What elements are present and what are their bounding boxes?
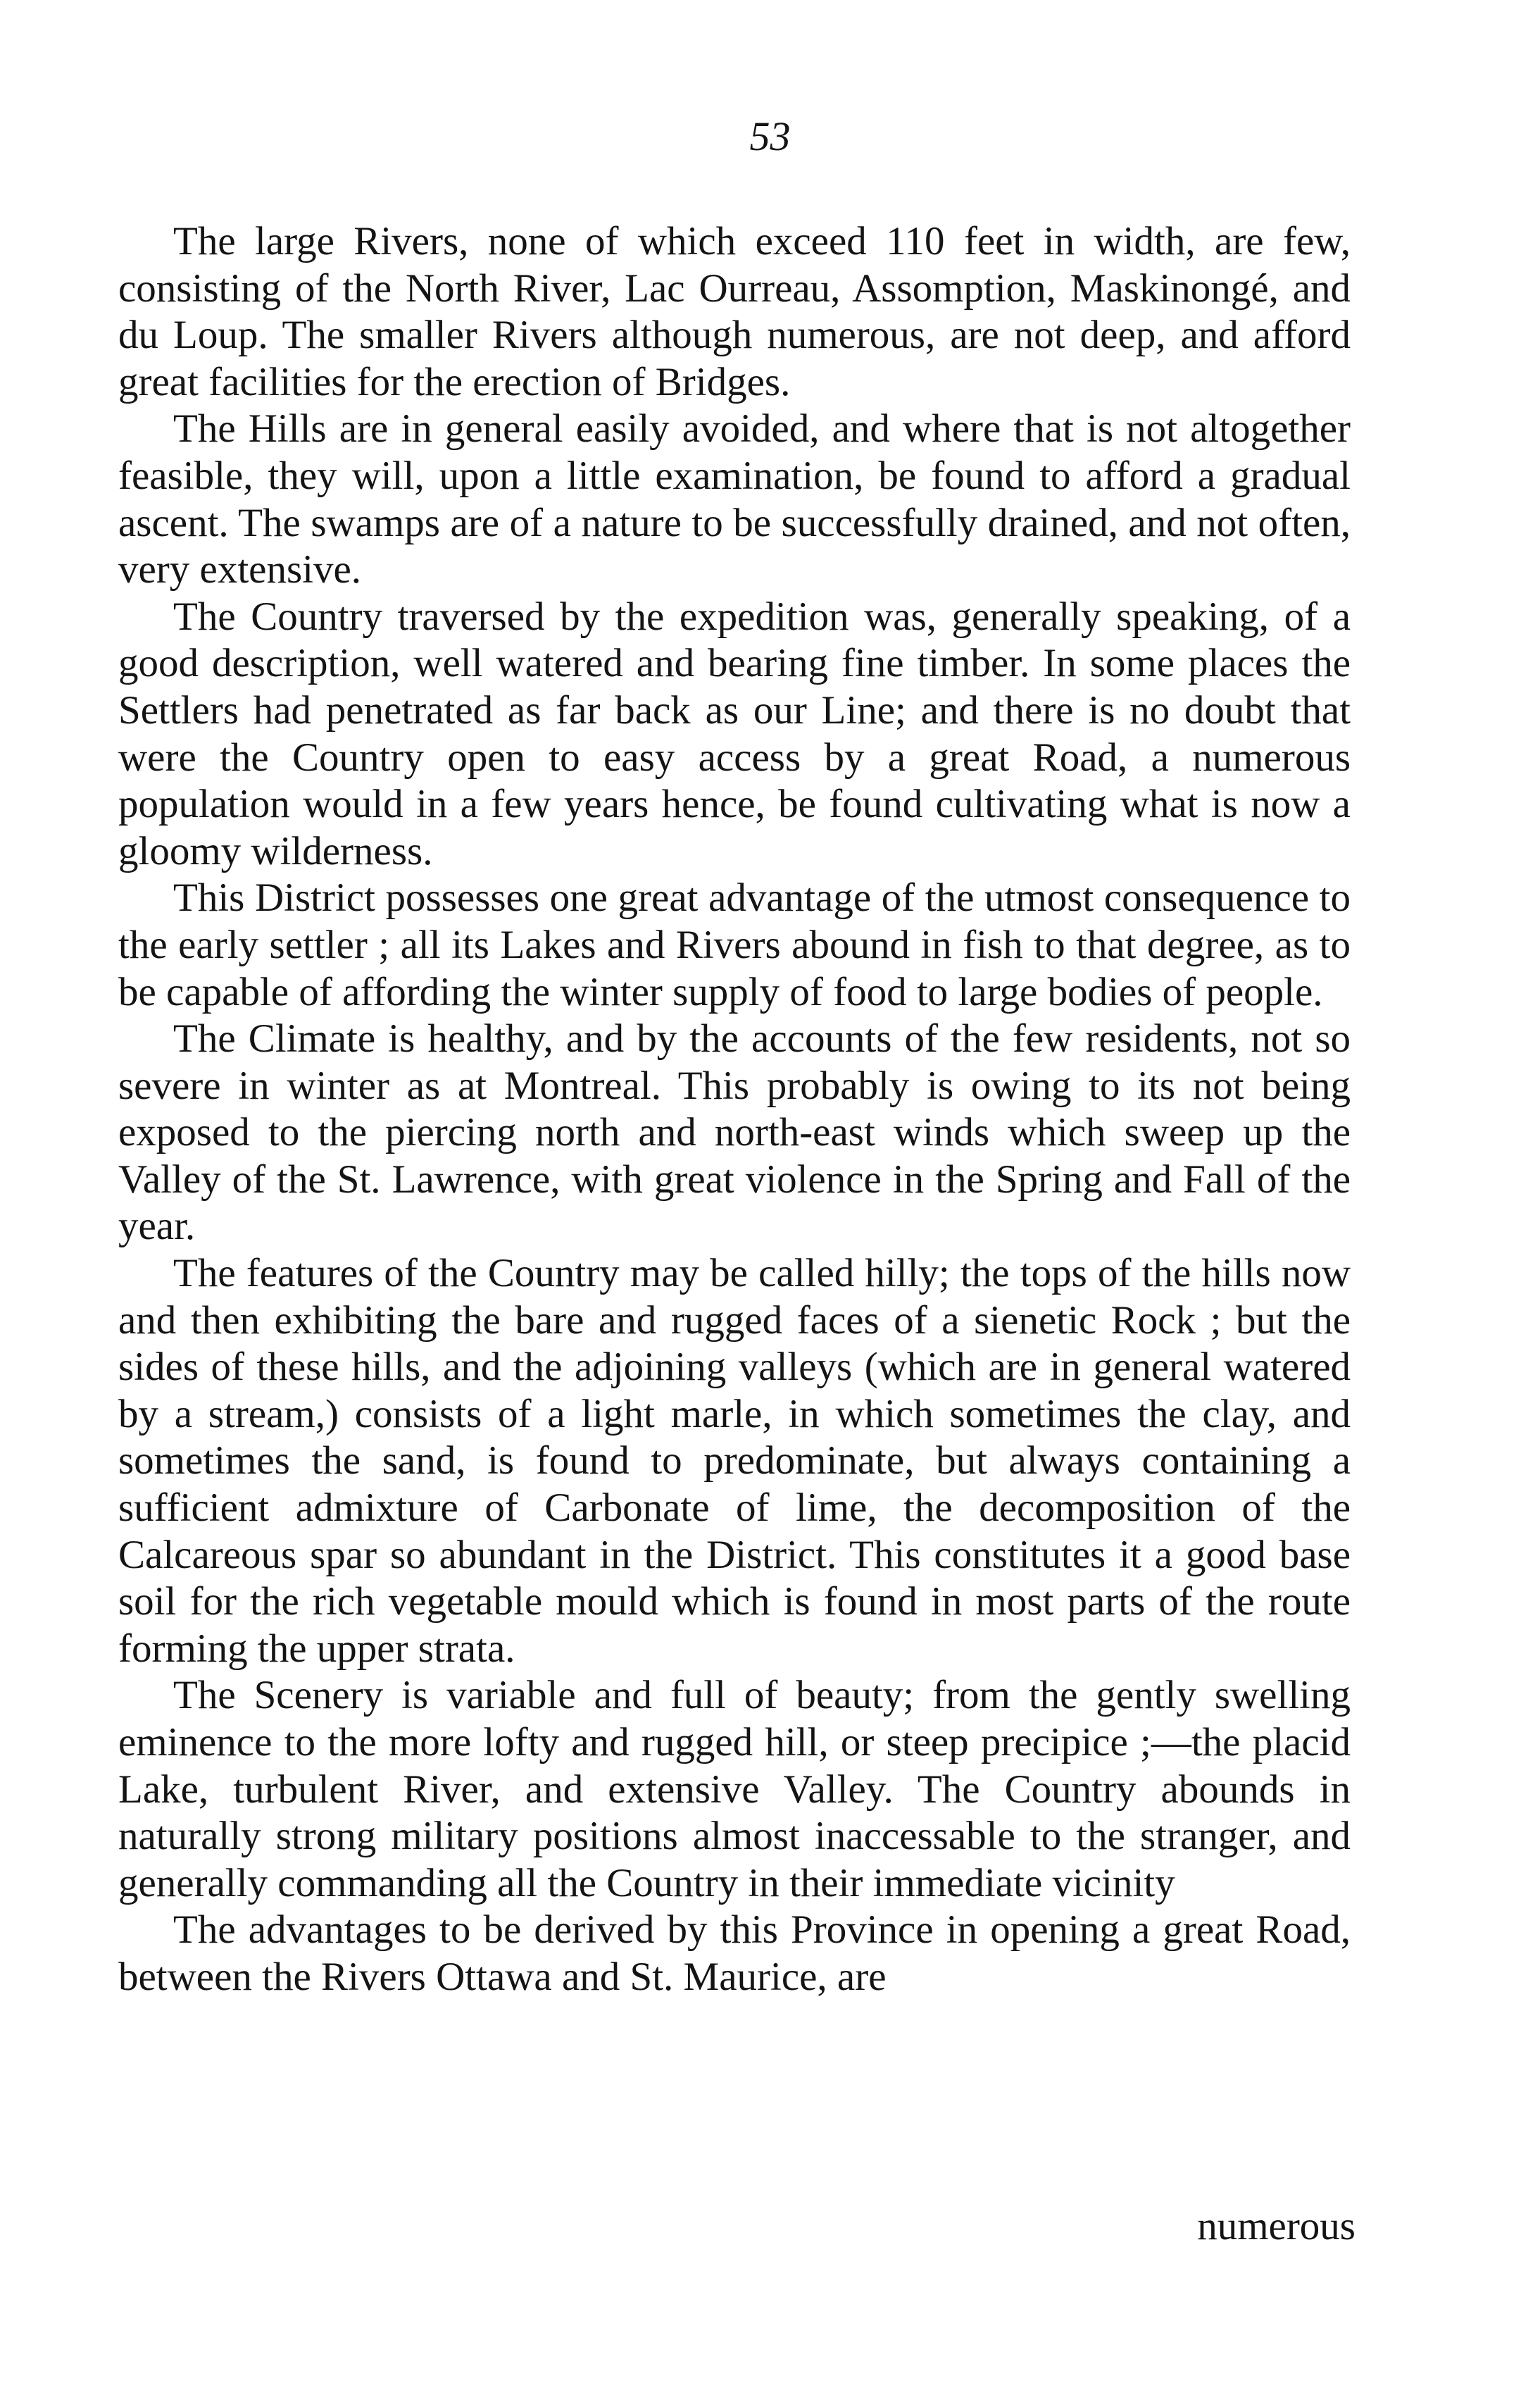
paragraph-country: The Country traversed by the expedition was, generally speaking, of a good description, well watered and bearing fine timber. In some places the Settlers had penetrated as far back as our Line; and there is no doubt that were the Country open to easy access by a great Road, a numerous population would in a few years hence, be found cultivating what is now a gloomy wilderness. (118, 594, 1351, 873)
paragraph-climate: The Climate is healthy, and by the accounts of the few residents, not so severe in winter as at Montreal. This probably is owing to its not being exposed to the piercing north and north-east winds which sweep up the Valley of the St. Lawrence, with great violence in the Spring and Fall of the year. (118, 1016, 1351, 1249)
page-number: 53 (749, 113, 791, 159)
body-text (118, 218, 1351, 2001)
paragraph-features: The features of the Country may be called hilly; the tops of the hills now and then exhibiting the bare and rugged faces of a sienetic Rock ; but the sides of these hills, and the adjoining valleys (which are in general watered by a stream,) consists of a light marle, in which sometimes the clay, and sometimes the sand, is found to predominate, but always containing a sufficient admixture of Carbonate of lime, the decomposition of the Calcareous spar so abundant in the District. This constitutes it a good base soil for the rich vegetable mould which is found in most parts of the route forming the upper strata. (118, 1251, 1351, 1671)
paragraph-scenery: The Scenery is variable and full of beauty; from the gently swelling eminence to the more lofty and rugged hill, or steep precipice ;—the placid Lake, turbulent River, and extensive Valley. The Country abounds in naturally strong military positions almost inaccessable to the stranger, and generally commanding all the Country in their immediate vicinity (118, 1673, 1351, 1905)
paragraph-large-rivers: The large Rivers, none of which exceed 110 feet in width, are few, consisting of the North River, Lac Ourreau, Assomption, Maskinongé, and du Loup. The smaller Rivers although numerous, are not deep, and afford great facilities for the erection of Bridges. (118, 219, 1351, 404)
catchword: numerous (1197, 2204, 1356, 2248)
paragraph-advantages: The advantages to be derived by this Province in opening a great Road, between the Rivers Ottawa and St. Maurice, are (118, 1907, 1351, 1999)
paragraph-hills: The Hills are in general easily avoided, and where that is not altogether feasible, they will, upon a little examination, be found to afford a gradual ascent. The swamps are of a nature to be successfully drained, and not often, very extensive. (118, 406, 1351, 592)
paragraph-district: This District possesses one great advantage of the utmost consequence to the early settler ; all its Lakes and Rivers abound in fish to that degree, as to be capable of affording the winter supply of food to large bodies of people. (118, 876, 1351, 1014)
